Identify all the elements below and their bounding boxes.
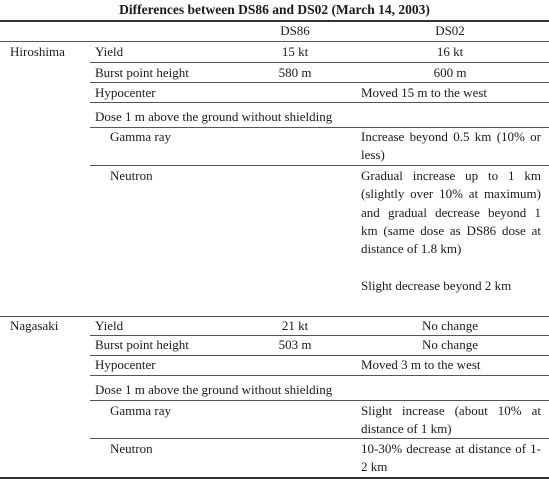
hiroshima-height-ds02: 600 m — [433, 65, 467, 80]
hiroshima-height-ds86: 580 m — [278, 65, 312, 80]
row-divider — [90, 82, 549, 83]
hiroshima-hypocenter-label: Hypocenter — [95, 85, 156, 100]
nagasaki-hypocenter-label: Hypocenter — [95, 357, 156, 372]
bottom-rule — [0, 477, 549, 479]
row-divider — [90, 165, 549, 166]
hiroshima-hypocenter-ds02: Moved 15 m to the west — [361, 85, 488, 100]
hiroshima-yield-ds02: 16 kt — [436, 44, 464, 59]
nagasaki-yield-ds02: No change — [422, 318, 478, 333]
row-divider — [90, 102, 549, 103]
nagasaki-neutron-label: Neutron — [110, 441, 153, 456]
hiroshima-dose-header: Dose 1 m above the ground without shielding — [95, 109, 333, 124]
row-divider — [90, 375, 549, 376]
nagasaki-height-label: Burst point height — [95, 337, 189, 352]
nagasaki-yield-ds86: 21 kt — [281, 318, 309, 333]
hiroshima-neutron-label: Neutron — [110, 168, 153, 183]
nagasaki-height-ds02: No change — [422, 337, 478, 352]
city-label-nagasaki: Nagasaki — [10, 318, 59, 333]
header-rule — [0, 41, 549, 42]
nagasaki-height-ds86: 503 m — [278, 337, 312, 352]
hiroshima-yield-label: Yield — [95, 44, 124, 59]
city-label-hiroshima: Hiroshima — [10, 44, 65, 59]
column-header-ds86: DS86 — [280, 23, 310, 38]
nagasaki-gamma-label: Gamma ray — [110, 403, 172, 418]
nagasaki-dose-header: Dose 1 m above the ground without shielding — [95, 382, 333, 397]
row-divider — [90, 400, 549, 401]
hiroshima-gamma-label: Gamma ray — [110, 129, 172, 144]
table-title: Differences between DS86 and DS02 (March 14, 2003) — [119, 2, 430, 17]
hiroshima-neutron-ds02: Gradual increase up to 1 km (slightly over 10% at maximum) and gradual decrease beyond 1 km (same dose as DS86 dose at distance of 1.8 km) — [361, 168, 541, 257]
hiroshima-yield-ds86: 15 kt — [281, 44, 309, 59]
nagasaki-hypocenter-ds02: Moved 3 m to the west — [361, 357, 481, 372]
nagasaki-yield-label: Yield — [95, 318, 124, 333]
row-divider — [90, 62, 549, 63]
nagasaki-neutron-ds02: 10-30% decrease at distance of 1-2 km — [361, 441, 541, 475]
row-divider — [90, 438, 549, 439]
column-header-ds02: DS02 — [435, 23, 465, 38]
nagasaki-gamma-ds02: Slight increase (about 10% at distance of 1 km) — [361, 403, 541, 437]
hiroshima-gamma-ds02: Increase beyond 0.5 km (10% or less) — [361, 129, 541, 163]
hiroshima-neutron-ds02-extra: Slight decrease beyond 2 km — [361, 278, 512, 293]
hiroshima-height-label: Burst point height — [95, 65, 189, 80]
